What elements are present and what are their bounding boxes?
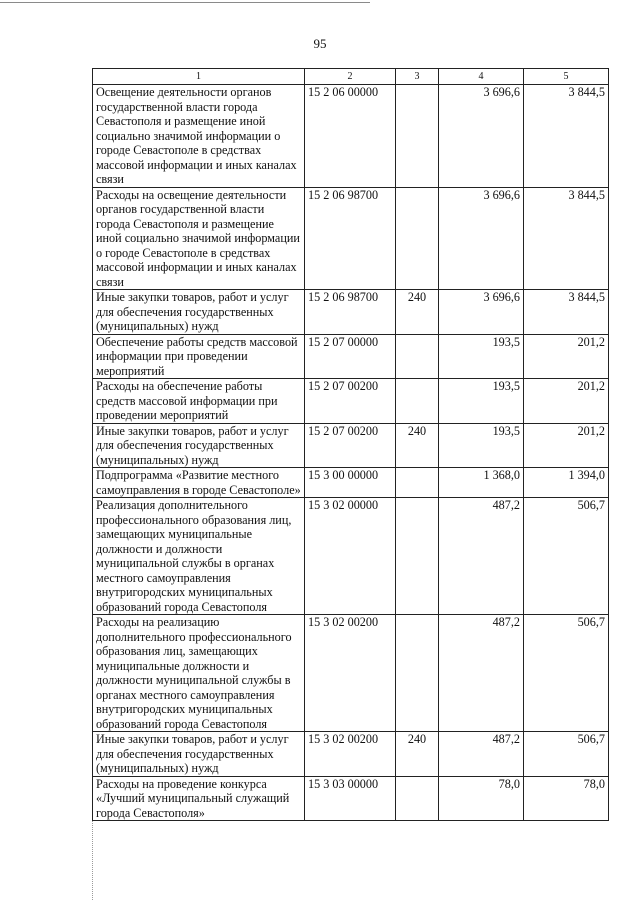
row-value-col5-cell: 506,7 bbox=[524, 732, 609, 777]
row-code-cell: 15 3 02 00200 bbox=[305, 732, 396, 777]
table-row bbox=[93, 732, 609, 777]
row-value-col4-cell: 487,2 bbox=[439, 615, 524, 732]
row-code-cell: 15 2 06 00000 bbox=[305, 85, 396, 188]
row-value-col4-cell: 487,2 bbox=[439, 498, 524, 615]
table-row bbox=[93, 334, 609, 379]
table-row bbox=[93, 468, 609, 498]
top-border-line bbox=[0, 2, 370, 3]
table-row bbox=[93, 498, 609, 615]
row-expense-type-cell bbox=[396, 776, 439, 821]
row-value-col4-cell: 78,0 bbox=[439, 776, 524, 821]
budget-table bbox=[92, 68, 609, 821]
page-number: 95 bbox=[313, 36, 327, 51]
row-name-cell: Иные закупки товаров, работ и услуг для обеспечения государственных (муниципальных) нужд bbox=[93, 290, 305, 335]
row-code-cell: 15 2 07 00200 bbox=[305, 379, 396, 424]
row-code-cell: 15 3 00 00000 bbox=[305, 468, 396, 498]
row-value-col4-cell: 3 696,6 bbox=[439, 187, 524, 290]
row-name-cell: Расходы на проведение конкурса «Лучший муниципальный служащий города Севастополя» bbox=[93, 776, 305, 821]
row-expense-type-cell bbox=[396, 85, 439, 188]
row-code-cell: 15 3 02 00200 bbox=[305, 615, 396, 732]
row-expense-type-cell bbox=[396, 334, 439, 379]
row-value-col5-cell: 201,2 bbox=[524, 334, 609, 379]
row-value-col5-cell: 201,2 bbox=[524, 379, 609, 424]
row-code-cell: 15 2 07 00200 bbox=[305, 423, 396, 468]
row-value-col5-cell: 3 844,5 bbox=[524, 187, 609, 290]
table-row bbox=[93, 615, 609, 732]
row-code-cell: 15 2 06 98700 bbox=[305, 290, 396, 335]
row-name-cell: Расходы на реализацию дополнительного профессионального образования лиц, замещающих муниципальные должности и должности муниципальной службы в органах местного самоуправления внутригородских муниципальных образований города Севастополя bbox=[93, 615, 305, 732]
column-header: 3 bbox=[396, 69, 439, 85]
row-expense-type-cell bbox=[396, 468, 439, 498]
row-value-col4-cell: 487,2 bbox=[439, 732, 524, 777]
row-value-col5-cell: 78,0 bbox=[524, 776, 609, 821]
column-header: 4 bbox=[439, 69, 524, 85]
table-row bbox=[93, 379, 609, 424]
table-row bbox=[93, 776, 609, 821]
row-value-col5-cell: 3 844,5 bbox=[524, 85, 609, 188]
row-value-col4-cell: 193,5 bbox=[439, 423, 524, 468]
row-code-cell: 15 2 07 00000 bbox=[305, 334, 396, 379]
row-value-col5-cell: 506,7 bbox=[524, 615, 609, 732]
row-value-col4-cell: 3 696,6 bbox=[439, 290, 524, 335]
row-expense-type-cell: 240 bbox=[396, 290, 439, 335]
row-value-col5-cell: 3 844,5 bbox=[524, 290, 609, 335]
row-name-cell: Расходы на освещение деятельности органов государственной власти города Севастополя и размещение иной социально значимой информации о городе Севастополе в средствах массовой информации и иных каналах связи bbox=[93, 187, 305, 290]
row-value-col4-cell: 193,5 bbox=[439, 334, 524, 379]
row-value-col5-cell: 1 394,0 bbox=[524, 468, 609, 498]
table-row bbox=[93, 85, 609, 188]
table-row bbox=[93, 187, 609, 290]
table-row bbox=[93, 290, 609, 335]
row-expense-type-cell: 240 bbox=[396, 423, 439, 468]
row-name-cell: Подпрограмма «Развитие местного самоуправления в городе Севастополе» bbox=[93, 468, 305, 498]
row-value-col5-cell: 506,7 bbox=[524, 498, 609, 615]
row-expense-type-cell bbox=[396, 498, 439, 615]
column-header: 2 bbox=[305, 69, 396, 85]
row-expense-type-cell bbox=[396, 615, 439, 732]
row-code-cell: 15 3 03 00000 bbox=[305, 776, 396, 821]
row-code-cell: 15 2 06 98700 bbox=[305, 187, 396, 290]
table-row bbox=[93, 423, 609, 468]
row-value-col4-cell: 193,5 bbox=[439, 379, 524, 424]
row-value-col4-cell: 1 368,0 bbox=[439, 468, 524, 498]
header-row bbox=[93, 69, 609, 85]
row-expense-type-cell bbox=[396, 187, 439, 290]
row-name-cell: Реализация дополнительного профессионального образования лиц, замещающих муниципальные должности и должности муниципальной службы в органах местного самоуправления внутригородских муниципальных образований города Севастополя bbox=[93, 498, 305, 615]
row-value-col5-cell: 201,2 bbox=[524, 423, 609, 468]
row-code-cell: 15 3 02 00000 bbox=[305, 498, 396, 615]
row-name-cell: Освещение деятельности органов государственной власти города Севастополя и размещение иной социально значимой информации о городе Севастополе в средствах массовой информации и иных каналах связи bbox=[93, 85, 305, 188]
column-header: 5 bbox=[524, 69, 609, 85]
row-expense-type-cell: 240 bbox=[396, 732, 439, 777]
column-header: 1 bbox=[93, 69, 305, 85]
row-name-cell: Расходы на обеспечение работы средств массовой информации при проведении мероприятий bbox=[93, 379, 305, 424]
row-value-col4-cell: 3 696,6 bbox=[439, 85, 524, 188]
row-name-cell: Иные закупки товаров, работ и услуг для обеспечения государственных (муниципальных) нужд bbox=[93, 423, 305, 468]
row-expense-type-cell bbox=[396, 379, 439, 424]
row-name-cell: Иные закупки товаров, работ и услуг для обеспечения государственных (муниципальных) нужд bbox=[93, 732, 305, 777]
row-name-cell: Обеспечение работы средств массовой информации при проведении мероприятий bbox=[93, 334, 305, 379]
